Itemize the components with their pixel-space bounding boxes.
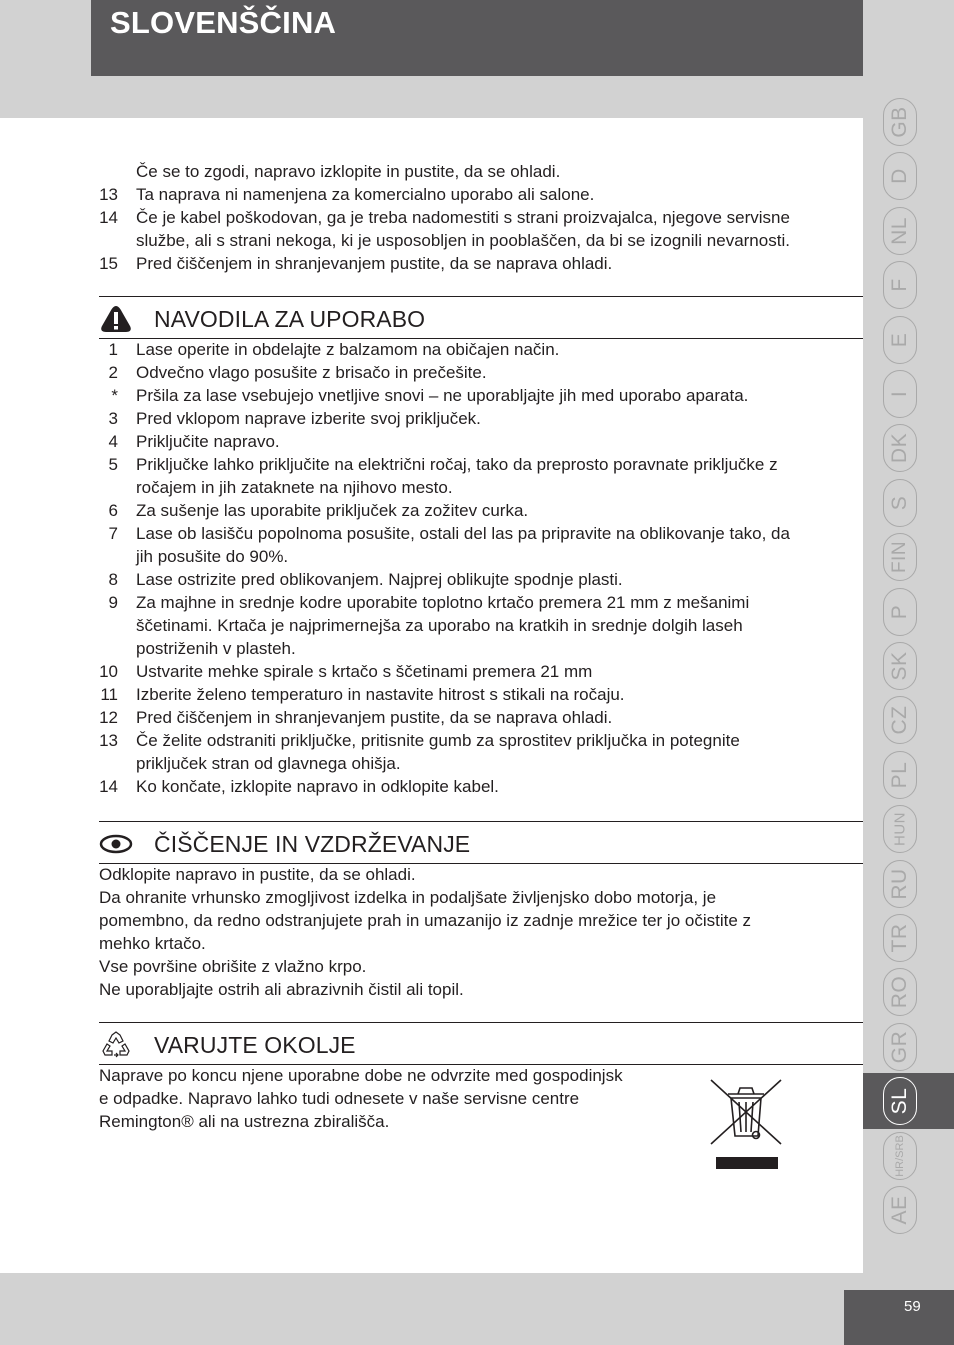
item-number: 12 xyxy=(99,708,118,727)
body-text-line: Ko končate, izklopite napravo in odklopite kabel. xyxy=(136,777,499,796)
body-text-line: Odklopite napravo in pustite, da se ohladi. xyxy=(99,865,416,884)
language-tab-label: D xyxy=(888,168,911,185)
body-text-line: priključek stran od glavnega ohišja. xyxy=(136,754,401,773)
language-tab-label: RU xyxy=(888,867,911,900)
language-tab-pl[interactable] xyxy=(874,749,911,799)
language-tab-label: RO xyxy=(888,976,911,1009)
body-text-line: pomembno, da redno odstranjujete prah in umazanijo iz zadnje mrežice ter jo očistite z xyxy=(99,911,752,930)
language-tab-s[interactable] xyxy=(874,477,911,527)
language-tab-hr-srb[interactable] xyxy=(874,1130,908,1180)
body-text-line: Lase operite in obdelajte z balzamom na običajen način. xyxy=(136,340,560,359)
body-text-line: Odvečno vlago posušite z brisačo in prečešite. xyxy=(136,363,487,382)
page-number: 59 xyxy=(904,1298,921,1315)
language-tab-label: HR/SRB xyxy=(894,1134,906,1177)
language-tab-e[interactable] xyxy=(874,314,911,364)
language-tab-fin[interactable] xyxy=(874,531,908,581)
language-tab-label: S xyxy=(888,495,911,511)
item-number: 1 xyxy=(108,340,118,359)
body-text-line: Remington® ali na ustrezna zbirališča. xyxy=(99,1112,390,1131)
language-tab-label: AE xyxy=(888,1195,911,1225)
item-number: * xyxy=(111,386,118,405)
eye-icon xyxy=(99,830,133,858)
item-number: 7 xyxy=(108,524,118,543)
item-number: 2 xyxy=(108,363,118,382)
item-number: 4 xyxy=(108,432,118,451)
language-tab-label: E xyxy=(888,332,911,347)
item-number: 10 xyxy=(99,662,118,681)
body-text-line: mehko krtačo. xyxy=(99,934,206,953)
page-content xyxy=(0,118,863,1273)
body-text-line: Če želite odstraniti priključke, pritisnite gumb za sprostitev priključka in potegnite xyxy=(136,731,740,750)
language-tab-ae[interactable] xyxy=(874,1184,911,1234)
item-number: 5 xyxy=(108,455,118,474)
body-text-line: Pred čiščenjem in shranjevanjem pustite, da se naprava ohladi. xyxy=(136,708,613,727)
body-text-line: e odpadke. Napravo lahko tudi odnesete v naše servisne centre xyxy=(99,1089,580,1108)
weee-bin-icon xyxy=(708,1078,784,1172)
page-number-box xyxy=(844,1290,954,1345)
body-text-line: Ne uporabljajte ostrih ali abrazivnih čistil ali topil. xyxy=(99,980,464,999)
section-rule xyxy=(99,296,863,297)
language-tab-label: P xyxy=(888,604,911,619)
body-text-line: ščetinami. Krtača je najprimernejša za uporabo na kratkih in srednje dolgih laseh xyxy=(136,616,743,635)
item-number: 13 xyxy=(99,185,118,204)
body-text-line: Da ohranite vrhunsko zmogljivost izdelka in podaljšate življenjsko dobo motorja, je xyxy=(99,888,717,907)
section-title: VARUJTE OKOLJE xyxy=(154,1032,356,1058)
item-number: 6 xyxy=(108,501,118,520)
item-number: 13 xyxy=(99,731,118,750)
language-tab-p[interactable] xyxy=(874,586,911,636)
body-text-line: Vse površine obrišite z vlažno krpo. xyxy=(99,957,367,976)
body-text-line: Izberite želeno temperaturo in nastavite hitrost s stikali na ročaju. xyxy=(136,685,625,704)
language-tab-i[interactable] xyxy=(874,368,911,418)
item-number: 14 xyxy=(99,777,118,796)
language-tab-sl[interactable] xyxy=(874,1075,911,1125)
language-tab-label: PL xyxy=(888,761,911,789)
body-text-line: Ustvarite mehke spirale s krtačo s ščetinami premera 21 mm xyxy=(136,662,593,681)
body-text-line: Priključke lahko priključite na električni ročaj, tako da preprosto poravnate priključke z xyxy=(136,455,778,474)
body-text-line: službe, ali s strani nekoga, ki je usposobljen in pooblaščen, da bi se izognili nevarnosti. xyxy=(136,231,790,250)
header-band xyxy=(91,0,863,76)
body-text-line: Pred vklopom naprave izberite svoj priključek. xyxy=(136,409,481,428)
item-number: 3 xyxy=(108,409,118,428)
item-number: 14 xyxy=(99,208,118,227)
body-text-line: jih posušite do 90%. xyxy=(136,547,289,566)
language-tab-label: TR xyxy=(888,923,911,953)
language-tab-tr[interactable] xyxy=(874,912,911,962)
language-tab-gb[interactable] xyxy=(874,96,911,146)
item-number: 11 xyxy=(100,685,118,704)
language-tab-hun[interactable] xyxy=(874,803,908,853)
section-rule xyxy=(99,1022,863,1023)
recycle-icon xyxy=(99,1031,133,1059)
language-tab-label: I xyxy=(888,390,911,398)
language-tab-label: SK xyxy=(888,651,911,681)
body-text-line: Priključite napravo. xyxy=(136,432,280,451)
item-number: 15 xyxy=(99,254,118,273)
item-number: 8 xyxy=(108,570,118,589)
section-rule xyxy=(99,821,863,822)
warning-icon xyxy=(99,305,133,333)
body-text-line: Če je kabel poškodovan, ga je treba nadomestiti s strani proizvajalca, njegove servisne xyxy=(136,208,790,227)
body-text-line: Lase ostrizite pred oblikovanjem. Najprej oblikujte spodnje plasti. xyxy=(136,570,623,589)
language-tab-sk[interactable] xyxy=(874,640,911,690)
language-tab-nl[interactable] xyxy=(874,205,911,255)
section-title: NAVODILA ZA UPORABO xyxy=(154,306,426,332)
language-tab-d[interactable] xyxy=(874,150,911,200)
body-text-line: Pršila za lase vsebujejo vnetljive snovi – ne uporabljajte jih med uporabo aparata. xyxy=(136,386,749,405)
body-text-line: Če se to zgodi, napravo izklopite in pustite, da se ohladi. xyxy=(136,162,561,181)
body-text-line: Pred čiščenjem in shranjevanjem pustite, da se naprava ohladi. xyxy=(136,254,613,273)
language-tab-label: CZ xyxy=(888,705,911,735)
body-text-line: Za sušenje las uporabite priključek za zožitev curka. xyxy=(136,501,529,520)
language-tab-cz[interactable] xyxy=(874,694,911,744)
page-title: SLOVENŠČINA xyxy=(110,5,337,40)
language-tab-label: F xyxy=(888,278,911,292)
language-tab-label: DK xyxy=(888,433,911,464)
language-tab-label: SL xyxy=(888,1087,911,1115)
footer-strip xyxy=(337,1273,863,1345)
body-text-line: Lase ob lasišču popolnoma posušite, ostali del las pa pripravite na oblikovanje tako, da xyxy=(136,524,790,543)
language-tab-dk[interactable] xyxy=(874,422,911,472)
language-tab-label: GR xyxy=(888,1030,911,1064)
body-text-line: Naprave po koncu njene uporabne dobe ne odvrzite med gospodinjsk xyxy=(99,1066,623,1085)
item-number: 9 xyxy=(108,593,118,612)
language-tab-ru[interactable] xyxy=(874,858,911,908)
body-text-line: ročajem in jih zataknete na njihovo mesto. xyxy=(136,478,453,497)
language-tab-ro[interactable] xyxy=(874,966,911,1016)
body-text-line: postriženih v plasteh. xyxy=(136,639,296,658)
body-text-line: Za majhne in srednje kodre uporabite toplotno krtačo premera 21 mm z mešanimi xyxy=(136,593,750,612)
language-tab-label: FIN xyxy=(889,541,910,574)
language-tab-label: HUN xyxy=(891,812,909,847)
language-tab-gr[interactable] xyxy=(874,1021,911,1071)
section-title: ČIŠČENJE IN VZDRŽEVANJE xyxy=(154,831,471,857)
language-tab-f[interactable] xyxy=(874,259,911,309)
language-tab-label: GB xyxy=(888,106,911,138)
language-tab-label: NL xyxy=(888,216,911,245)
body-text-line: Ta naprava ni namenjena za komercialno uporabo ali salone. xyxy=(136,185,595,204)
